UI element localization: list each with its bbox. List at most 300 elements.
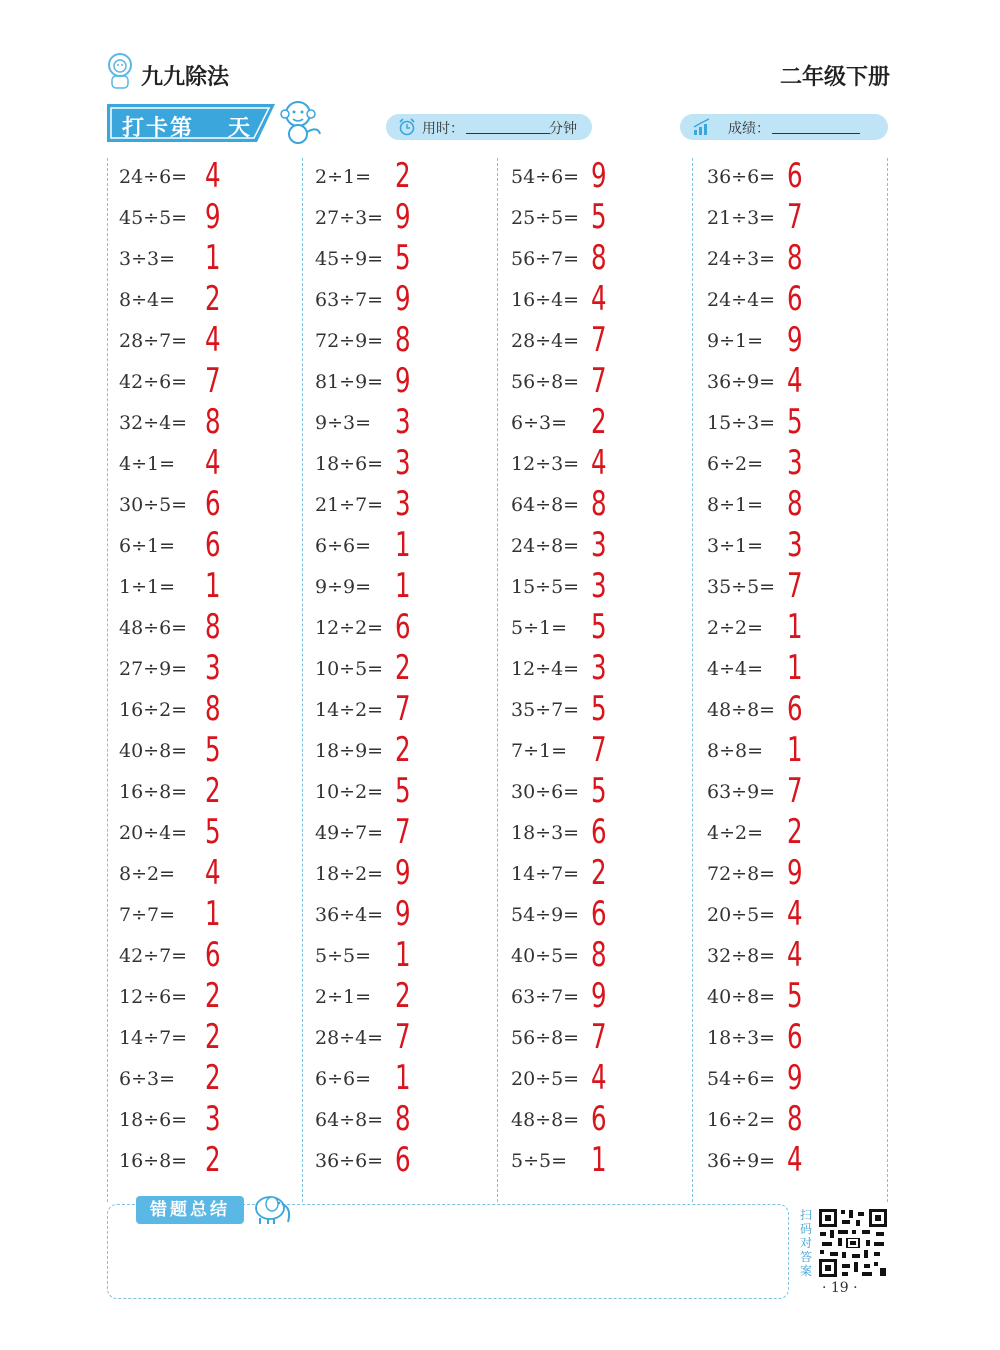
division-question: 6÷3=: [511, 412, 568, 434]
handwritten-answer: 3: [787, 525, 803, 565]
handwritten-answer: 3: [205, 648, 221, 688]
exercise-row: [511, 568, 691, 609]
exercise-row: [511, 773, 691, 814]
division-question: 42÷6=: [119, 371, 188, 393]
exercise-row: [511, 1101, 691, 1142]
exercise-row: [315, 1101, 495, 1142]
division-question: 48÷6=: [119, 617, 188, 639]
exercise-row: [119, 609, 299, 650]
handwritten-answer: 4: [205, 320, 221, 360]
handwritten-answer: 1: [395, 1058, 411, 1098]
handwritten-answer: 2: [205, 1058, 221, 1098]
handwritten-answer: 6: [205, 935, 221, 975]
division-question: 6÷2=: [707, 453, 764, 475]
division-question: 1÷1=: [119, 576, 176, 598]
division-question: 56÷8=: [511, 371, 580, 393]
exercise-row: [119, 445, 299, 486]
handwritten-answer: 3: [205, 1099, 221, 1139]
exercise-row: [511, 445, 691, 486]
division-question: 14÷7=: [119, 1027, 188, 1049]
division-question: 18÷3=: [511, 822, 580, 844]
exercise-row: [119, 199, 299, 240]
exercise-row: [707, 158, 887, 199]
exercise-grid: [107, 158, 888, 1202]
checkin-text: [122, 111, 252, 142]
exercise-row: [119, 691, 299, 732]
exercise-row: [707, 937, 887, 978]
handwritten-answer: 6: [591, 1099, 607, 1139]
exercise-row: [119, 773, 299, 814]
page-number: · 19 ·: [822, 1280, 858, 1296]
handwritten-answer: 4: [205, 443, 221, 483]
exercise-row: [119, 568, 299, 609]
handwritten-answer: 6: [787, 1017, 803, 1057]
handwritten-answer: 9: [395, 853, 411, 893]
exercise-row: [511, 732, 691, 773]
handwritten-answer: 3: [591, 566, 607, 606]
checkin-day-label: 天: [228, 116, 253, 141]
handwritten-answer: 2: [205, 976, 221, 1016]
exercise-row: [511, 486, 691, 527]
exercise-row: [119, 937, 299, 978]
handwritten-answer: 8: [205, 402, 221, 442]
handwritten-answer: 1: [787, 607, 803, 647]
handwritten-answer: 2: [395, 156, 411, 196]
division-question: 10÷5=: [315, 658, 384, 680]
page-header: [105, 52, 890, 100]
handwritten-answer: 9: [591, 976, 607, 1016]
elephant-icon: [248, 1188, 294, 1226]
exercise-row: [707, 568, 887, 609]
division-question: 30÷6=: [511, 781, 580, 803]
handwritten-answer: 2: [205, 279, 221, 319]
handwritten-answer: 9: [395, 279, 411, 319]
handwritten-answer: 6: [395, 607, 411, 647]
handwritten-answer: 7: [395, 1017, 411, 1057]
exercise-row: [511, 404, 691, 445]
exercise-row: [511, 691, 691, 732]
division-question: 63÷7=: [511, 986, 580, 1008]
division-question: 15÷5=: [511, 576, 580, 598]
exercise-row: [315, 773, 495, 814]
handwritten-answer: 1: [591, 1140, 607, 1180]
handwritten-answer: 2: [205, 1017, 221, 1057]
division-question: 8÷2=: [119, 863, 176, 885]
exercise-row: [707, 240, 887, 281]
handwritten-answer: 9: [205, 197, 221, 237]
exercise-row: [707, 322, 887, 363]
division-question: 32÷4=: [119, 412, 188, 434]
exercise-row: [119, 486, 299, 527]
division-question: 45÷9=: [315, 248, 384, 270]
column-divider: [302, 158, 303, 1202]
handwritten-answer: 5: [787, 976, 803, 1016]
exercise-row: [315, 896, 495, 937]
exercise-row: [511, 937, 691, 978]
growth-chart-icon: [692, 118, 712, 136]
exercise-row: [707, 1101, 887, 1142]
exercise-row: [315, 732, 495, 773]
handwritten-answer: 2: [787, 812, 803, 852]
division-question: 18÷3=: [707, 1027, 776, 1049]
exercise-row: [511, 281, 691, 322]
handwritten-answer: 4: [591, 443, 607, 483]
handwritten-answer: 3: [395, 443, 411, 483]
exercise-row: [315, 855, 495, 896]
handwritten-answer: 7: [205, 361, 221, 401]
exercise-row: [707, 486, 887, 527]
division-question: 20÷4=: [119, 822, 188, 844]
handwritten-answer: 4: [591, 1058, 607, 1098]
division-question: 9÷9=: [315, 576, 372, 598]
handwritten-answer: 3: [591, 648, 607, 688]
exercise-row: [707, 281, 887, 322]
exercise-row: [315, 937, 495, 978]
division-question: 16÷4=: [511, 289, 580, 311]
handwritten-answer: 6: [787, 156, 803, 196]
division-question: 2÷1=: [315, 986, 372, 1008]
division-question: 21÷7=: [315, 494, 384, 516]
exercise-row: [707, 404, 887, 445]
exercise-row: [707, 773, 887, 814]
division-question: 40÷8=: [119, 740, 188, 762]
exercise-row: [511, 1060, 691, 1101]
time-field: [386, 114, 592, 140]
column-divider: [887, 158, 888, 1202]
handwritten-answer: 9: [395, 197, 411, 237]
division-question: 6÷6=: [315, 1068, 372, 1090]
division-question: 6÷3=: [119, 1068, 176, 1090]
handwritten-answer: 2: [205, 1140, 221, 1180]
division-question: 35÷7=: [511, 699, 580, 721]
exercise-row: [315, 609, 495, 650]
handwritten-answer: 4: [787, 935, 803, 975]
handwritten-answer: 6: [787, 689, 803, 729]
division-question: 4÷1=: [119, 453, 176, 475]
division-question: 25÷5=: [511, 207, 580, 229]
division-question: 5÷5=: [511, 1150, 568, 1172]
handwritten-answer: 5: [205, 812, 221, 852]
division-question: 54÷6=: [511, 166, 580, 188]
division-question: 4÷2=: [707, 822, 764, 844]
division-question: 28÷4=: [315, 1027, 384, 1049]
handwritten-answer: 6: [395, 1140, 411, 1180]
division-question: 42÷7=: [119, 945, 188, 967]
division-question: 2÷2=: [707, 617, 764, 639]
handwritten-answer: 1: [395, 525, 411, 565]
division-question: 63÷7=: [315, 289, 384, 311]
exercise-row: [511, 322, 691, 363]
handwritten-answer: 8: [395, 1099, 411, 1139]
exercise-row: [315, 650, 495, 691]
exercise-row: [315, 527, 495, 568]
handwritten-answer: 6: [591, 812, 607, 852]
handwritten-answer: 7: [591, 361, 607, 401]
handwritten-answer: 8: [205, 607, 221, 647]
division-question: 48÷8=: [511, 1109, 580, 1131]
score-blank[interactable]: [772, 133, 860, 134]
handwritten-answer: 7: [787, 566, 803, 606]
division-question: 48÷8=: [707, 699, 776, 721]
exercise-row: [511, 527, 691, 568]
handwritten-answer: 7: [591, 320, 607, 360]
exercise-row: [511, 855, 691, 896]
division-question: 2÷1=: [315, 166, 372, 188]
division-question: 8÷4=: [119, 289, 176, 311]
division-question: 35÷5=: [707, 576, 776, 598]
handwritten-answer: 9: [787, 853, 803, 893]
division-question: 36÷9=: [707, 371, 776, 393]
lion-mascot-icon: [105, 52, 135, 90]
division-question: 28÷4=: [511, 330, 580, 352]
handwritten-answer: 7: [591, 730, 607, 770]
handwritten-answer: 6: [591, 894, 607, 934]
division-question: 24÷3=: [707, 248, 776, 270]
division-question: 40÷8=: [707, 986, 776, 1008]
qr-caption: 扫码对答案: [800, 1208, 813, 1278]
division-question: 8÷1=: [707, 494, 764, 516]
handwritten-answer: 2: [395, 730, 411, 770]
handwritten-answer: 1: [395, 566, 411, 606]
division-question: 7÷1=: [511, 740, 568, 762]
handwritten-answer: 9: [787, 320, 803, 360]
exercise-row: [511, 240, 691, 281]
handwritten-answer: 9: [787, 1058, 803, 1098]
handwritten-answer: 4: [787, 1140, 803, 1180]
time-blank[interactable]: [466, 133, 550, 134]
division-question: 16÷8=: [119, 781, 188, 803]
handwritten-answer: 4: [205, 853, 221, 893]
exercise-row: [707, 896, 887, 937]
exercise-row: [119, 1142, 299, 1183]
exercise-row: [315, 158, 495, 199]
exercise-row: [119, 527, 299, 568]
exercise-row: [511, 158, 691, 199]
division-question: 27÷3=: [315, 207, 384, 229]
exercise-row: [707, 855, 887, 896]
division-question: 24÷4=: [707, 289, 776, 311]
exercise-row: [119, 1060, 299, 1101]
exercise-row: [707, 978, 887, 1019]
exercise-row: [119, 978, 299, 1019]
exercise-row: [315, 486, 495, 527]
division-question: 3÷3=: [119, 248, 176, 270]
division-question: 27÷9=: [119, 658, 188, 680]
exercise-row: [707, 691, 887, 732]
exercise-row: [707, 445, 887, 486]
handwritten-answer: 5: [591, 771, 607, 811]
exercise-row: [315, 1142, 495, 1183]
division-question: 6÷6=: [315, 535, 372, 557]
exercise-row: [315, 199, 495, 240]
exercise-row: [707, 814, 887, 855]
division-question: 12÷6=: [119, 986, 188, 1008]
column-divider: [107, 158, 108, 1202]
exercise-row: [511, 363, 691, 404]
exercise-row: [707, 732, 887, 773]
division-question: 6÷1=: [119, 535, 176, 557]
score-label: 成绩：: [728, 121, 770, 137]
exercise-row: [119, 240, 299, 281]
division-question: 5÷5=: [315, 945, 372, 967]
division-question: 49÷7=: [315, 822, 384, 844]
handwritten-answer: 3: [787, 443, 803, 483]
handwritten-answer: 8: [591, 484, 607, 524]
division-question: 72÷9=: [315, 330, 384, 352]
exercise-row: [511, 609, 691, 650]
exercise-row: [315, 281, 495, 322]
mistake-summary-label: 错题总结: [136, 1196, 244, 1224]
exercise-row: [707, 527, 887, 568]
handwritten-answer: 9: [395, 361, 411, 401]
division-question: 8÷8=: [707, 740, 764, 762]
exercise-row: [315, 445, 495, 486]
handwritten-answer: 1: [205, 238, 221, 278]
division-question: 9÷3=: [315, 412, 372, 434]
handwritten-answer: 6: [205, 525, 221, 565]
exercise-row: [511, 896, 691, 937]
handwritten-answer: 4: [591, 279, 607, 319]
handwritten-answer: 1: [205, 894, 221, 934]
division-question: 15÷3=: [707, 412, 776, 434]
exercise-row: [707, 1142, 887, 1183]
division-question: 64÷8=: [511, 494, 580, 516]
handwritten-answer: 5: [591, 689, 607, 729]
exercise-row: [119, 322, 299, 363]
division-question: 81÷9=: [315, 371, 384, 393]
division-question: 7÷7=: [119, 904, 176, 926]
handwritten-answer: 5: [395, 771, 411, 811]
division-question: 20÷5=: [707, 904, 776, 926]
division-question: 18÷6=: [119, 1109, 188, 1131]
exercise-row: [315, 691, 495, 732]
division-question: 16÷2=: [707, 1109, 776, 1131]
handwritten-answer: 2: [591, 402, 607, 442]
exercise-row: [119, 281, 299, 322]
division-question: 18÷2=: [315, 863, 384, 885]
division-question: 21÷3=: [707, 207, 776, 229]
exercise-row: [707, 609, 887, 650]
handwritten-answer: 5: [591, 607, 607, 647]
exercise-row: [315, 404, 495, 445]
division-question: 3÷1=: [707, 535, 764, 557]
checkin-label: 打卡第: [122, 116, 195, 141]
division-question: 30÷5=: [119, 494, 188, 516]
division-question: 56÷7=: [511, 248, 580, 270]
handwritten-answer: 2: [395, 648, 411, 688]
exercise-row: [119, 732, 299, 773]
handwritten-answer: 7: [591, 1017, 607, 1057]
handwritten-answer: 4: [787, 894, 803, 934]
handwritten-answer: 6: [787, 279, 803, 319]
handwritten-answer: 9: [591, 156, 607, 196]
time-unit: 分钟: [549, 121, 577, 137]
exercise-row: [315, 1019, 495, 1060]
handwritten-answer: 4: [787, 361, 803, 401]
division-question: 36÷6=: [707, 166, 776, 188]
handwritten-answer: 8: [591, 935, 607, 975]
handwritten-answer: 9: [395, 894, 411, 934]
handwritten-answer: 8: [787, 484, 803, 524]
exercise-row: [315, 978, 495, 1019]
exercise-row: [119, 896, 299, 937]
division-question: 9÷1=: [707, 330, 764, 352]
division-question: 5÷1=: [511, 617, 568, 639]
division-question: 18÷9=: [315, 740, 384, 762]
handwritten-answer: 2: [205, 771, 221, 811]
exercise-row: [511, 1142, 691, 1183]
division-question: 12÷2=: [315, 617, 384, 639]
division-question: 14÷7=: [511, 863, 580, 885]
division-question: 20÷5=: [511, 1068, 580, 1090]
division-question: 24÷6=: [119, 166, 188, 188]
handwritten-answer: 1: [787, 730, 803, 770]
exercise-row: [119, 363, 299, 404]
exercise-row: [707, 1060, 887, 1101]
division-question: 12÷3=: [511, 453, 580, 475]
exercise-row: [119, 650, 299, 691]
exercise-row: [119, 404, 299, 445]
division-question: 18÷6=: [315, 453, 384, 475]
exercise-row: [511, 978, 691, 1019]
exercise-row: [119, 855, 299, 896]
division-question: 54÷9=: [511, 904, 580, 926]
handwritten-answer: 7: [787, 771, 803, 811]
division-question: 45÷5=: [119, 207, 188, 229]
handwritten-answer: 8: [205, 689, 221, 729]
division-question: 16÷2=: [119, 699, 188, 721]
exercise-row: [707, 650, 887, 691]
handwritten-answer: 7: [395, 812, 411, 852]
handwritten-answer: 3: [395, 484, 411, 524]
division-question: 36÷4=: [315, 904, 384, 926]
column-divider: [692, 158, 693, 1202]
division-question: 32÷8=: [707, 945, 776, 967]
exercise-row: [119, 1101, 299, 1142]
book-title: 九九除法: [141, 65, 230, 90]
division-question: 54÷6=: [707, 1068, 776, 1090]
exercise-row: [315, 322, 495, 363]
qr-code-icon[interactable]: [818, 1208, 888, 1278]
handwritten-answer: 8: [395, 320, 411, 360]
division-question: 56÷8=: [511, 1027, 580, 1049]
exercise-row: [315, 240, 495, 281]
exercise-row: [511, 199, 691, 240]
handwritten-answer: 7: [787, 197, 803, 237]
division-question: 40÷5=: [511, 945, 580, 967]
division-question: 14÷2=: [315, 699, 384, 721]
handwritten-answer: 5: [205, 730, 221, 770]
handwritten-answer: 3: [395, 402, 411, 442]
handwritten-answer: 1: [205, 566, 221, 606]
exercise-row: [119, 814, 299, 855]
handwritten-answer: 8: [787, 238, 803, 278]
exercise-row: [707, 1019, 887, 1060]
division-question: 28÷7=: [119, 330, 188, 352]
handwritten-answer: 2: [395, 976, 411, 1016]
exercise-row: [119, 1019, 299, 1060]
division-question: 64÷8=: [315, 1109, 384, 1131]
exercise-row: [511, 650, 691, 691]
exercise-row: [707, 199, 887, 240]
exercise-row: [315, 363, 495, 404]
column-divider: [497, 158, 498, 1202]
grade-label: 二年级下册: [779, 65, 890, 90]
handwritten-answer: 6: [205, 484, 221, 524]
exercise-row: [315, 1060, 495, 1101]
handwritten-answer: 5: [591, 197, 607, 237]
division-question: 72÷8=: [707, 863, 776, 885]
